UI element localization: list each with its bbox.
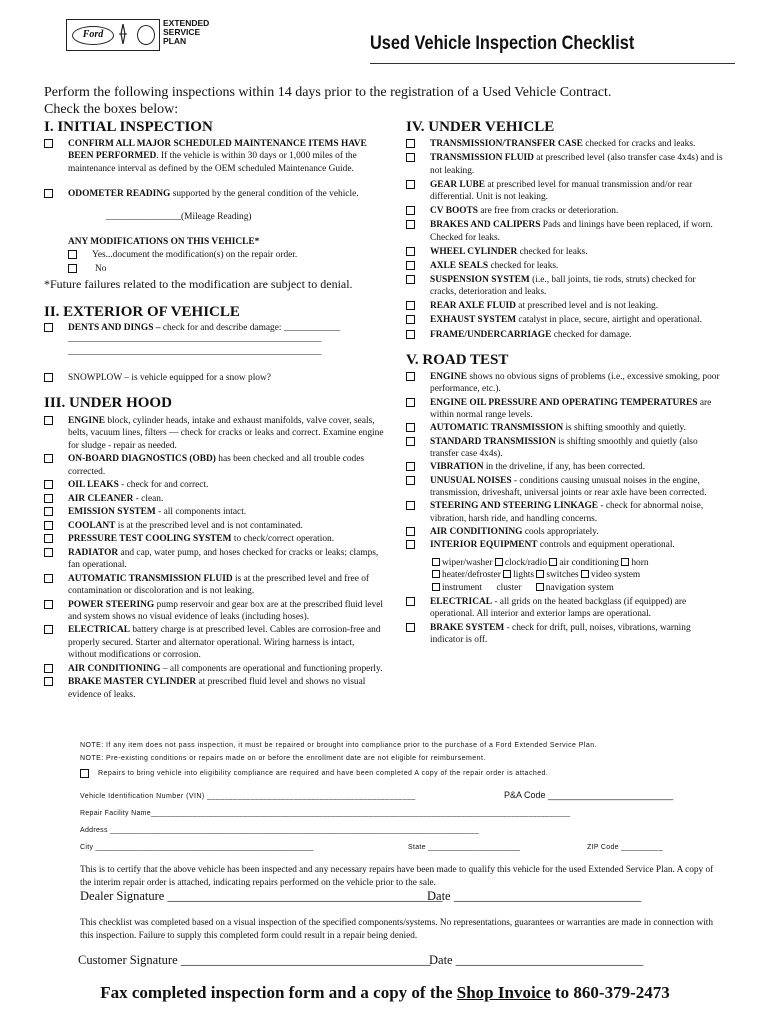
option-text: horn — [631, 558, 649, 568]
note-line: NOTE: Pre-existing conditions or repairs made on or before the enrollment date are not eligible for reimbursement. — [80, 755, 486, 762]
item-label: TRANSMISSION FLUID — [430, 153, 534, 164]
item-label: TRANSMISSION/TRANSFER CASE — [430, 139, 583, 149]
damage-line[interactable]: ——————————————————————————— — [68, 337, 322, 347]
checklist-item — [406, 260, 724, 272]
checklist-item — [44, 663, 384, 675]
checklist-item — [406, 138, 724, 150]
item-text: . If the vehicle is within 30 days or 1,000 miles of the maintenance interval as defined by the OEM scheduled Maintenance Guide. — [68, 151, 357, 174]
checklist-item — [406, 274, 724, 299]
mod-no-option — [68, 263, 106, 275]
item-label: BRAKES AND CALIPERS — [430, 220, 541, 231]
checkbox[interactable] — [406, 220, 415, 229]
under-vehicle-list — [406, 138, 724, 343]
checkbox[interactable] — [44, 521, 53, 530]
item-text: catalyst in place, secure, airtight and operational. — [516, 315, 702, 326]
item-label: INTERIOR EQUIPMENT — [430, 540, 538, 551]
item-text: block, cylinder heads, intake and exhaust manifolds, valve cover, seals, belts, vacuum lines, filters — check for cracks or leaks and correct. Examine engine for sludge - repair as needed. — [68, 416, 384, 451]
item-text: at prescribed level (also transfer case 4x4s) and is not leaking. — [430, 153, 723, 176]
item-label: POWER STEERING — [68, 599, 155, 610]
checkbox[interactable] — [44, 373, 53, 382]
checkbox[interactable] — [44, 507, 53, 516]
repair-facility-field[interactable]: Repair Facility Name____________________________________________________________________________________________________ — [80, 810, 571, 817]
item-label: ELECTRICAL — [68, 625, 130, 636]
checkbox[interactable] — [406, 372, 415, 381]
section-heading-initial: I. INITIAL INSPECTION — [44, 119, 213, 135]
fax-number: to 860-379-2473 — [550, 983, 670, 1002]
checkbox[interactable] — [432, 583, 440, 591]
repairs-completed-item — [80, 769, 548, 779]
future-failures-note: *Future failures related to the modification are subject to denial. — [44, 277, 353, 291]
item-text: Repairs to bring vehicle into eligibility compliance are required and have been completed A copy of the repair order is attached. — [98, 770, 549, 777]
item-label: ENGINE OIL PRESSURE AND OPERATING TEMPERATURES — [430, 397, 698, 408]
checklist-item — [406, 205, 724, 217]
pa-code-field[interactable]: P&A Code _________________________ — [504, 790, 674, 800]
checklist-item — [44, 676, 384, 701]
item-label: VIBRATION — [430, 462, 484, 473]
checkbox[interactable] — [44, 677, 53, 686]
checkbox[interactable] — [44, 534, 53, 543]
checklist-item — [44, 453, 384, 478]
checklist-item — [406, 179, 724, 204]
checklist-item — [406, 329, 724, 341]
item-text: are within normal range levels. — [430, 397, 712, 421]
option-text: navigation system — [545, 582, 614, 593]
option-text: instrument — [442, 582, 483, 593]
item-text: checked for cracks and leaks. — [582, 139, 696, 149]
option-text: video system — [591, 570, 641, 581]
checklist-item — [406, 314, 724, 326]
checklist-item — [406, 422, 724, 434]
checklist-item — [406, 461, 724, 473]
checklist-item — [406, 539, 724, 551]
mercury-logo-icon — [137, 25, 155, 45]
customer-date-field[interactable]: Date ______________________________ — [429, 953, 644, 967]
item-text: cools appropriately. — [522, 527, 599, 538]
disclaimer-text: This checklist was completed based on a visual inspection of the specified components/systems. No representations, guarantees or warranties are made in connection with this inspection. Failure to supply this completed form could result in a repair being denied. — [80, 918, 714, 941]
checkbox[interactable] — [44, 625, 53, 634]
checkbox[interactable] — [406, 206, 415, 215]
modifications-label: ANY MODIFICATIONS ON THIS VEHICLE* — [68, 237, 260, 247]
item-label: ON-BOARD DIAGNOSTICS (OBD) — [68, 454, 216, 465]
item-text: controls and equipment operational. — [537, 540, 675, 551]
option-row — [430, 582, 720, 594]
checkbox[interactable] — [44, 494, 53, 503]
fax-instructions — [0, 983, 770, 1003]
checkbox[interactable] — [406, 423, 415, 432]
checkbox[interactable] — [406, 540, 415, 549]
checkbox[interactable] — [621, 558, 629, 566]
item-text: supported by the general condition of the vehicle. — [170, 189, 359, 199]
checklist-item — [406, 500, 724, 525]
item-text: has been checked and all trouble codes corrected. — [68, 454, 365, 477]
item-text: check for and describe damage: ____________ — [160, 323, 341, 333]
checkbox[interactable] — [406, 437, 415, 446]
checklist-item — [44, 188, 384, 200]
item-label: EMISSION SYSTEM — [68, 507, 156, 518]
checkbox[interactable] — [44, 416, 53, 425]
item-label: AUTOMATIC TRANSMISSION FLUID — [68, 573, 233, 584]
option-text: switches — [546, 570, 579, 581]
intro-text — [44, 84, 611, 118]
option-text: No — [95, 264, 107, 274]
address-field[interactable]: Address ________________________________________________________________________________________ — [80, 827, 480, 834]
customer-signature-field[interactable]: Customer Signature ________________________________________ — [78, 953, 431, 967]
checkbox[interactable] — [536, 570, 544, 578]
dealer-signature-field[interactable]: Dealer Signature ____________________________________________ — [80, 889, 443, 903]
lincoln-star-icon — [118, 24, 128, 44]
option-text: air conditioning — [559, 558, 619, 568]
checkbox[interactable] — [495, 558, 503, 566]
item-label: ENGINE — [430, 372, 467, 382]
checkbox[interactable] — [44, 189, 53, 198]
item-text: and cap, water pump, and hoses checked for cracks or leaks; clamps, fan operational. — [68, 547, 379, 571]
checkbox[interactable] — [406, 623, 415, 632]
checklist-item — [406, 526, 724, 538]
checkbox[interactable] — [44, 454, 53, 463]
item-text: is shifting smoothly and quietly. — [563, 423, 686, 434]
checkbox[interactable] — [536, 583, 544, 591]
checklist-item — [406, 246, 724, 258]
dealer-date-field[interactable]: Date ______________________________ — [427, 889, 642, 903]
item-label: STANDARD TRANSMISSION — [430, 436, 556, 447]
option-text: cluster — [496, 582, 522, 593]
item-label: BRAKE SYSTEM — [430, 623, 505, 633]
intro-line: Check the boxes below: — [44, 102, 179, 117]
checklist-item — [44, 493, 384, 505]
checklist-item — [44, 322, 384, 334]
item-text: - check for drift, pull, noises, vibrations, warning indicator is off. — [430, 623, 691, 646]
section-heading-under: IV. UNDER VEHICLE — [406, 119, 555, 135]
item-text: pump reservoir and gear box are at the prescribed fluid level and system shows no visual evidence of leaks (including hoses). — [68, 599, 384, 622]
item-label: ODOMETER READING — [68, 189, 171, 199]
checklist-item — [44, 138, 384, 175]
item-label: RADIATOR — [68, 547, 119, 558]
item-text: (i.e., ball joints, tie rods, struts) checked for cracks, deterioration and leaks. — [430, 274, 696, 298]
checklist-item — [44, 479, 384, 491]
item-text: at prescribed fluid level and shows no visual evidence of leaks. — [68, 677, 366, 700]
item-text: - conditions causing unusual noises in the engine, transmission, driveshaft, universal joints or rear axle have been corrected. — [430, 475, 707, 499]
checklist-item — [44, 415, 384, 452]
item-text: - check for and correct. — [118, 480, 209, 491]
item-text: - all components intact. — [155, 507, 247, 518]
item-text: – all components are operational and functioning properly. — [160, 663, 383, 674]
certification-text: This is to certify that the above vehicle has been inspected and any necessary repairs have been made to qualify this vehicle for the used Extended Service Plan. A copy of the interim repair order is attached, indicating repairs performed on the vehicle prior to the sale. — [80, 865, 714, 888]
option-text: wiper/washer — [442, 558, 493, 568]
checkbox[interactable] — [44, 139, 53, 148]
checklist-item — [406, 397, 724, 422]
section-heading-exterior: II. EXTERIOR OF VEHICLE — [44, 304, 240, 320]
item-text: - all grids on the heated backglass (if equipped) are operational. All interior and exterior lamps are operational. — [430, 597, 687, 620]
item-text: checked for leaks. — [517, 246, 588, 257]
checklist-item — [44, 506, 384, 518]
mileage-reading-field[interactable]: ________________(Mileage Reading) — [106, 212, 252, 222]
item-label: PRESSURE TEST COOLING SYSTEM — [68, 534, 232, 545]
item-text: at prescribed level and is not leaking. — [515, 301, 659, 312]
ford-family-logo — [66, 19, 160, 51]
checkbox[interactable] — [406, 139, 415, 148]
checkbox[interactable] — [68, 250, 77, 259]
state-field[interactable]: State ______________________ — [408, 844, 521, 851]
item-label: GEAR LUBE — [430, 179, 485, 190]
item-label: AUTOMATIC TRANSMISSION — [430, 423, 564, 434]
section-heading-hood: III. UNDER HOOD — [44, 395, 172, 411]
checklist-item — [406, 371, 724, 396]
checkbox[interactable] — [581, 570, 589, 578]
page-title: Used Vehicle Inspection Checklist — [370, 33, 635, 54]
option-text: lights — [513, 570, 535, 581]
checklist-item — [406, 596, 724, 621]
item-text: in the driveline, if any, has been corrected. — [483, 462, 646, 473]
checkbox[interactable] — [503, 570, 511, 578]
item-label: WHEEL CYLINDER — [430, 246, 518, 257]
item-text: Pads and linings have been replaced, if worn. Checked for leaks. — [430, 220, 713, 243]
checkbox[interactable] — [406, 398, 415, 407]
item-label: REAR AXLE FLUID — [430, 301, 516, 312]
item-label: AIR CONDITIONING — [430, 527, 523, 538]
checkbox[interactable] — [44, 600, 53, 609]
checklist-item — [406, 300, 724, 312]
damage-line[interactable]: ——————————————————————————— — [68, 350, 322, 360]
option-row — [430, 569, 720, 581]
city-field[interactable]: City ____________________________________________________ — [80, 844, 314, 851]
item-text: are free from cracks or deterioration. — [478, 206, 619, 217]
checklist-item — [44, 624, 384, 661]
zip-field[interactable]: ZIP Code __________ — [587, 844, 664, 851]
checklist-item — [44, 599, 384, 624]
option-text: clock/radio — [504, 558, 548, 568]
item-text: battery charge is at prescribed level. Cables are corrosion-free and properly secured. Starter and alternator operational. Wiring harness is intact, without modifications or corrosion. — [68, 625, 381, 661]
esp-line: SERVICE — [163, 27, 201, 37]
item-label: CV BOOTS — [430, 206, 479, 217]
item-text: is at the prescribed level and free of contamination or discoloration and is not leaking. — [68, 573, 370, 597]
checkbox[interactable] — [44, 323, 53, 332]
item-label: COOLANT — [68, 520, 116, 531]
checkbox[interactable] — [44, 548, 53, 557]
title-rule — [370, 63, 735, 64]
item-text: is shifting smoothly and quietly (also transfer case 4x4s). — [430, 436, 698, 460]
checklist-item — [44, 520, 384, 532]
checklist-item — [406, 436, 724, 461]
checkbox[interactable] — [406, 597, 415, 606]
checkbox[interactable] — [406, 180, 415, 189]
checkbox[interactable] — [68, 264, 77, 273]
item-text: is at the prescribed level and is not contaminated. — [115, 520, 303, 531]
checkbox[interactable] — [406, 261, 415, 270]
item-text: checked for damage. — [551, 329, 632, 340]
shop-invoice-label: Shop Invoice — [456, 983, 551, 1002]
option-row — [430, 557, 720, 569]
checklist-item — [406, 219, 724, 244]
item-label: UNUSUAL NOISES — [430, 475, 512, 486]
checkbox[interactable] — [432, 558, 440, 566]
item-label: BRAKE MASTER CYLINDER — [68, 677, 197, 688]
checkbox[interactable] — [80, 769, 89, 778]
option-text: heater/defroster — [442, 570, 501, 581]
checklist-item — [406, 152, 724, 177]
checklist-item — [406, 475, 724, 500]
road-test-list — [406, 371, 724, 553]
checkbox[interactable] — [406, 301, 415, 310]
option-text: Yes...document the modification(s) on the repair order. — [92, 250, 298, 260]
interior-equipment-options — [430, 557, 720, 594]
checkbox[interactable] — [406, 315, 415, 324]
checkbox[interactable] — [406, 501, 415, 510]
checklist-item — [44, 372, 271, 384]
item-label: STEERING AND STEERING LINKAGE — [430, 501, 599, 512]
item-label: SUSPENSION SYSTEM — [430, 274, 530, 285]
checkbox[interactable] — [406, 476, 415, 485]
checkbox[interactable] — [44, 574, 53, 583]
checkbox[interactable] — [44, 480, 53, 489]
vin-field[interactable]: Vehicle Identification Number (VIN) ________________________________________________ — [80, 793, 416, 800]
item-text: SNOWPLOW – is vehicle equipped for a snow plow? — [68, 373, 271, 383]
checklist-item — [44, 573, 384, 598]
item-label: CONFIRM ALL MAJOR SCHEDULED MAINTENANCE ITEMS HAVE BEEN PERFORMED — [68, 139, 367, 162]
esp-line: PLAN — [163, 36, 187, 46]
ford-oval-logo: Ford — [72, 26, 114, 45]
item-text: - check for abnormal noise, vibration, harsh ride, and handling concerns. — [430, 501, 704, 524]
item-text: checked for leaks. — [488, 260, 559, 271]
section-heading-road: V. ROAD TEST — [406, 352, 509, 368]
checkbox[interactable] — [406, 153, 415, 162]
item-label: FRAME/UNDERCARRIAGE — [430, 329, 552, 340]
checkbox[interactable] — [406, 527, 415, 536]
checkbox[interactable] — [432, 570, 440, 578]
checklist-item — [44, 533, 384, 545]
checkbox[interactable] — [549, 558, 557, 566]
under-hood-list — [44, 415, 384, 702]
checklist-item — [406, 622, 724, 647]
item-label: AIR CONDITIONING — [68, 663, 161, 674]
note-line: NOTE: If any item does not pass inspection, it must be repaired or brought into compliance prior to the purchase of a Ford Extended Service Plan. — [80, 742, 597, 749]
checkbox[interactable] — [406, 330, 415, 339]
item-text: to check/correct operation. — [231, 534, 335, 545]
item-label: EXHAUST SYSTEM — [430, 315, 517, 326]
checkbox[interactable] — [44, 664, 53, 673]
item-text: - clean. — [133, 493, 164, 504]
checklist-item — [44, 547, 384, 572]
item-label: DENTS AND DINGS – — [68, 323, 161, 333]
intro-line: Perform the following inspections within 14 days prior to the registration of a Used Vehicle Contract. — [44, 85, 612, 100]
item-text: at prescribed level for manual transmission and/or rear differential. Unit is not leaking. — [430, 179, 693, 202]
item-label: ENGINE — [68, 416, 105, 426]
item-label: AXLE SEALS — [430, 260, 489, 271]
item-label: AIR CLEANER — [68, 493, 134, 504]
checkbox[interactable] — [406, 247, 415, 256]
esp-line: EXTENDED — [163, 18, 210, 28]
item-label: ELECTRICAL — [430, 597, 492, 607]
item-label: OIL LEAKS — [68, 480, 119, 491]
checkbox[interactable] — [406, 462, 415, 471]
mod-yes-option — [68, 249, 297, 261]
footer-text: Fax completed inspection form and a copy of the — [100, 983, 457, 1002]
checkbox[interactable] — [406, 275, 415, 284]
item-text: shows no obvious signs of problems (i.e., excessive smoking, poor performance, etc.). — [430, 372, 720, 395]
esp-wordmark — [163, 19, 209, 46]
